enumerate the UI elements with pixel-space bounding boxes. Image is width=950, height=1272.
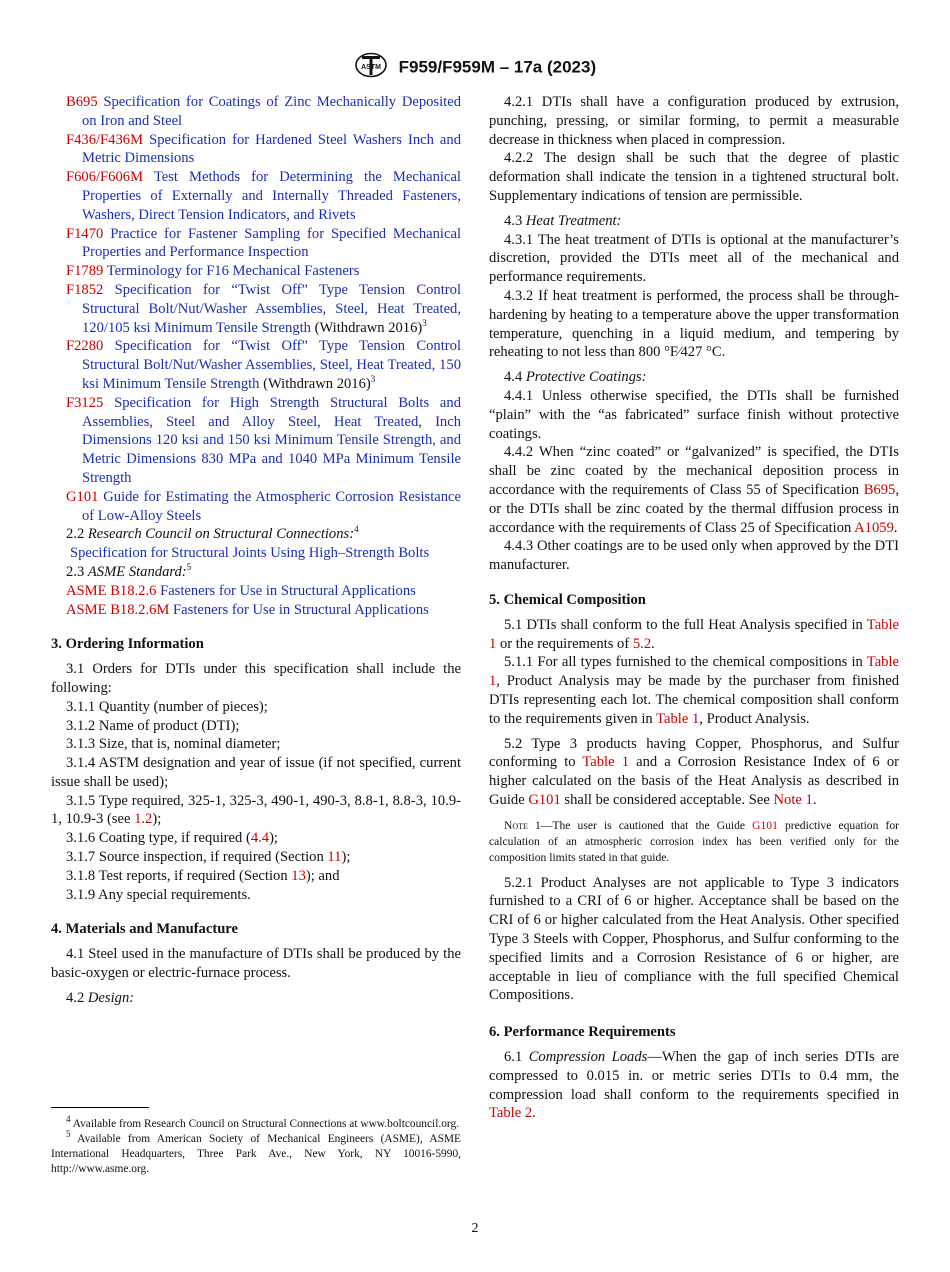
link-g101[interactable]: G101 — [752, 818, 778, 832]
link-5-2[interactable]: 5.2 — [632, 635, 652, 652]
reference-code-link[interactable]: F1789 — [66, 263, 104, 280]
reference-title-link[interactable]: Specification for “Twist Off” Type Tension Control Structural Bolt/Nut/Washer Assemblies, Steel, Heat Treated, 150 ksi Minimum Tensile Strength — [82, 338, 461, 392]
reference-code-link[interactable]: G101 — [66, 488, 99, 505]
withdrawn-note: (Withdrawn 2016) — [259, 375, 371, 392]
footnote-divider — [51, 1107, 149, 1108]
link-section-11[interactable]: 11 — [327, 849, 342, 866]
asme-reference-item — [51, 601, 461, 620]
para-4-4-1: 4.4.1 Unless otherwise specified, the DTIs shall be furnished “plain” with the “as fabricated” surface finish without protective coatings. — [489, 387, 899, 442]
para-3-1-7: 3.1.7 Source inspection, if required (Section 11); — [66, 849, 351, 866]
page-number: 2 — [471, 1221, 479, 1236]
section-3-heading: 3. Ordering Information — [51, 636, 204, 653]
para-4-4: 4.4 Protective Coatings: — [504, 369, 647, 386]
reference-item — [51, 281, 461, 337]
footnote-text: Available from Research Council on Structural Connections at www.boltcouncil.org. — [70, 1118, 460, 1130]
section-2-3: 2.3 ASME Standard:$^5$ — [66, 562, 192, 580]
reference-code-link[interactable]: F1470 — [66, 225, 104, 242]
para-3-1-3: 3.1.3 Size, that is, nominal diameter; — [66, 736, 281, 753]
footnote-marker: 3 — [422, 317, 427, 328]
para-3-1-5: 3.1.5 Type required, 325-1, 325-3, 490-1, 490-3, 8.8-1, 8.8-3, 10.9-1, 10.9-3 (see 1.2); — [51, 792, 461, 828]
para-4-3: 4.3 Heat Treatment: — [504, 212, 622, 229]
para-4-2-2: 4.2.2 The design shall be such that the degree of plastic deformation shall indicate the tension in a tightened structural bolt. Supplementary indications of tension are permissible. — [489, 150, 899, 204]
para-4-4-2: 4.4.2 When “zinc coated” or “galvanized” is specified, the DTIs shall be zinc coated by the mechanical deposition process in accordance with the requirements of Class 55 of Specification B695, or the DTIs shall be zinc coated by the thermal diffusion process in accordance with the requirements of Class 25 of Specification A1059. — [489, 444, 899, 536]
reference-title-link[interactable]: Specification for High Strength Structural Bolts and Assemblies, Steel and Alloy Steel, Heat Treated, Inch Dimensions 120 ksi and 150 ksi Minimum Tensile Strength, and Metric Dimensions 830 MPa and 1040 MPa Minimum Tensile Strength — [82, 394, 462, 486]
footnote-number: 4 — [66, 1114, 71, 1125]
withdrawn-note: (Withdrawn 2016) — [310, 319, 423, 336]
para-3-1-4: 3.1.4 ASTM designation and year of issue (if not specified, current issue shall be used); — [51, 755, 461, 790]
para-4-2: 4.2 Design: — [66, 989, 135, 1006]
para-3-1: 3.1 Orders for DTIs under this specification shall include the following: — [51, 661, 461, 696]
para-5-2-1: 5.2.1 Product Analyses are not applicable to Type 3 indicators furnished to a CRI of 6 or higher. Acceptance shall be based on the CRI of 6 or higher calculated from the Heat Analysis. Other specified Type 3 Steels with Copper, Phosphorus, and Sulfur conforming to the specified limits and a Corrosion Resistance of 6 or higher, are acceptable in lieu of compliance with the full specified Chemical Compositions. — [489, 874, 899, 1004]
reference-title-link[interactable]: Specification for Hardened Steel Washers Inch and Metric Dimensions — [82, 131, 461, 167]
footnote-marker: 3 — [370, 374, 376, 385]
reference-code-link[interactable]: F606/F606M — [66, 169, 144, 186]
footnote-item — [51, 1129, 461, 1177]
para-3-1-2: 3.1.2 Name of product (DTI); — [66, 717, 240, 734]
reference-item — [51, 394, 461, 488]
reference-item — [51, 337, 461, 393]
reference-title-link[interactable]: Practice for Fastener Sampling for Specified Mechanical Properties and Performance Inspection — [82, 225, 461, 261]
reference-item — [51, 131, 461, 169]
asme-code-link[interactable]: ASME B18.2.6 — [66, 582, 157, 599]
reference-code-link[interactable]: F2280 — [66, 338, 104, 355]
reference-item — [51, 168, 461, 224]
para-6-1: 6.1 Compression Loads—When the gap of inch series DTIs are compressed to 0.015 in. or metric series DTIs to 0.4 mm, the compression load shall conform to the requirements specified in Table 2. — [489, 1049, 900, 1122]
link-table-1[interactable]: Table 1 — [656, 710, 700, 727]
reference-item — [51, 488, 461, 526]
link-section-13[interactable]: 13 — [291, 867, 306, 884]
reference-item — [51, 93, 461, 131]
section-6-heading: 6. Performance Requirements — [489, 1024, 676, 1041]
reference-code-link[interactable]: B695 — [66, 94, 98, 110]
link-note-1[interactable]: Note 1 — [773, 791, 813, 808]
astm-logo — [354, 52, 388, 83]
referenced-documents-list — [51, 93, 461, 525]
asme-reference-item — [51, 582, 461, 601]
para-5-1-1: 5.1.1 For all types furnished to the chemical compositions in Table 1, Product Analysis may be made by the purchaser from finished DTIs representing each lot. The chemical composition shall conform to the requirements given in Table 1, Product Analysis. — [489, 654, 899, 727]
para-4-4-3: 4.4.3 Other coatings are to be used only when approved by the DTI manufacturer. — [489, 538, 899, 574]
reference-title-link[interactable]: Terminology for F16 Mechanical Fasteners — [106, 263, 360, 280]
link-1-2[interactable]: 1.2 — [134, 811, 153, 828]
footnote-item — [51, 1114, 461, 1132]
svg-text:ASTM: ASTM — [360, 64, 381, 71]
para-4-3-1: 4.3.1 The heat treatment of DTIs is optional at the manufacturer’s discretion, provided the DTIs meet all of the mechanical and performance requirements. — [489, 231, 899, 286]
para-3-1-8: 3.1.8 Test reports, if required (Section 13); and — [66, 867, 340, 884]
note-1: Note 1—The user is cautioned that the Guide G101 predictive equation for calculation of an atmospheric corrosion index has been verified only for the composition limits stated in that guide. — [489, 818, 899, 864]
para-4-1: 4.1 Steel used in the manufacture of DTIs shall be produced by the basic-oxygen or electric-furnace process. — [51, 946, 461, 982]
reference-title-link[interactable]: Specification for Coatings of Zinc Mechanically Deposited on Iron and Steel — [82, 94, 461, 129]
footnote-text: Available from American Society of Mechanical Engineers (ASME), ASME International Headquarters, Three Park Ave., New York, NY 10016-5990, http://www.asme.org. — [51, 1133, 461, 1175]
reference-title-link[interactable]: Specification for “Twist Off” Type Tension Control Structural Bolt/Nut/Washer Assemblies, Steel, Heat Treated, 120/105 ksi Minimum Tensile Strength — [82, 281, 461, 336]
reference-code-link[interactable]: F436/F436M — [66, 131, 144, 148]
link-table-2[interactable]: Table 2 — [489, 1105, 533, 1122]
reference-title-link[interactable]: Guide for Estimating the Atmospheric Corrosion Resistance of Low-Alloy Steels — [82, 488, 461, 524]
section-2-2: 2.2 Research Council on Structural Connections:$^4$ — [66, 524, 359, 543]
page-header — [0, 52, 950, 83]
reference-item — [51, 225, 461, 263]
link-table-1[interactable]: Table 1 — [582, 754, 629, 771]
para-3-1-1: 3.1.1 Quantity (number of pieces); — [66, 698, 268, 715]
link-table-1[interactable]: Table 1 — [489, 654, 899, 690]
footnotes — [51, 1114, 461, 1177]
para-3-1-6: 3.1.6 Coating type, if required (4.4); — [66, 830, 278, 847]
link-g101[interactable]: G101 — [528, 791, 561, 808]
reference-item — [51, 262, 461, 281]
footnote-number: 5 — [66, 1129, 71, 1140]
link-a1059[interactable]: A1059 — [854, 519, 894, 536]
left-column — [51, 93, 461, 1008]
section-4-heading: 4. Materials and Manufacture — [51, 921, 238, 938]
asme-code-link[interactable]: ASME B18.2.6M — [66, 601, 170, 618]
para-5-2: 5.2 Type 3 products having Copper, Phosphorus, and Sulfur conforming to Table 1 and a Corrosion Resistance Index of 6 or higher calculated on the basis of the Heat Analysis as described in Guide G101 shall be considered acceptable. See Note 1. — [489, 735, 899, 808]
para-4-2-1: 4.2.1 DTIs shall have a configuration produced by extrusion, punching, pressing, or similar forming, to permit a measurable decrease in thickness when placed in compression. — [489, 94, 899, 148]
para-3-1-9: 3.1.9 Any special requirements. — [66, 886, 251, 903]
reference-code-link[interactable]: F1852 — [66, 281, 104, 298]
para-4-3-2: 4.3.2 If heat treatment is performed, the process shall be through-hardening by heating to a temperature above the upper transformation temperature, quenching in a liquid medium, and tempering by reheating to not less than 800 °F⁄427 °C. — [489, 287, 899, 361]
para-5-1: 5.1 DTIs shall conform to the full Heat Analysis specified in Table 1 or the requirements of 5.2. — [489, 616, 899, 652]
document-designation: F959/F959M – 17a (2023) — [398, 57, 597, 77]
link-4-4[interactable]: 4.4 — [250, 830, 270, 847]
asme-title-link[interactable]: Fasteners for Use in Structural Applications — [160, 582, 416, 599]
link-b695[interactable]: B695 — [863, 481, 896, 498]
rcsc-specification-link[interactable]: Specification for Structural Joints Using High–Strength Bolts — [70, 545, 430, 562]
asme-title-link[interactable]: Fasteners for Use in Structural Applications — [173, 601, 429, 618]
reference-code-link[interactable]: F3125 — [66, 394, 104, 411]
asme-standards-list — [51, 582, 461, 620]
section-5-heading: 5. Chemical Composition — [489, 591, 646, 608]
right-column — [489, 93, 899, 1123]
link-table-1[interactable]: Table 1 — [489, 616, 899, 652]
reference-title-link[interactable]: Test Methods for Determining the Mechanical Properties of Externally and Internally Threaded Fasteners, Washers, Direct Tension Indicators, and Rivets — [82, 169, 461, 223]
